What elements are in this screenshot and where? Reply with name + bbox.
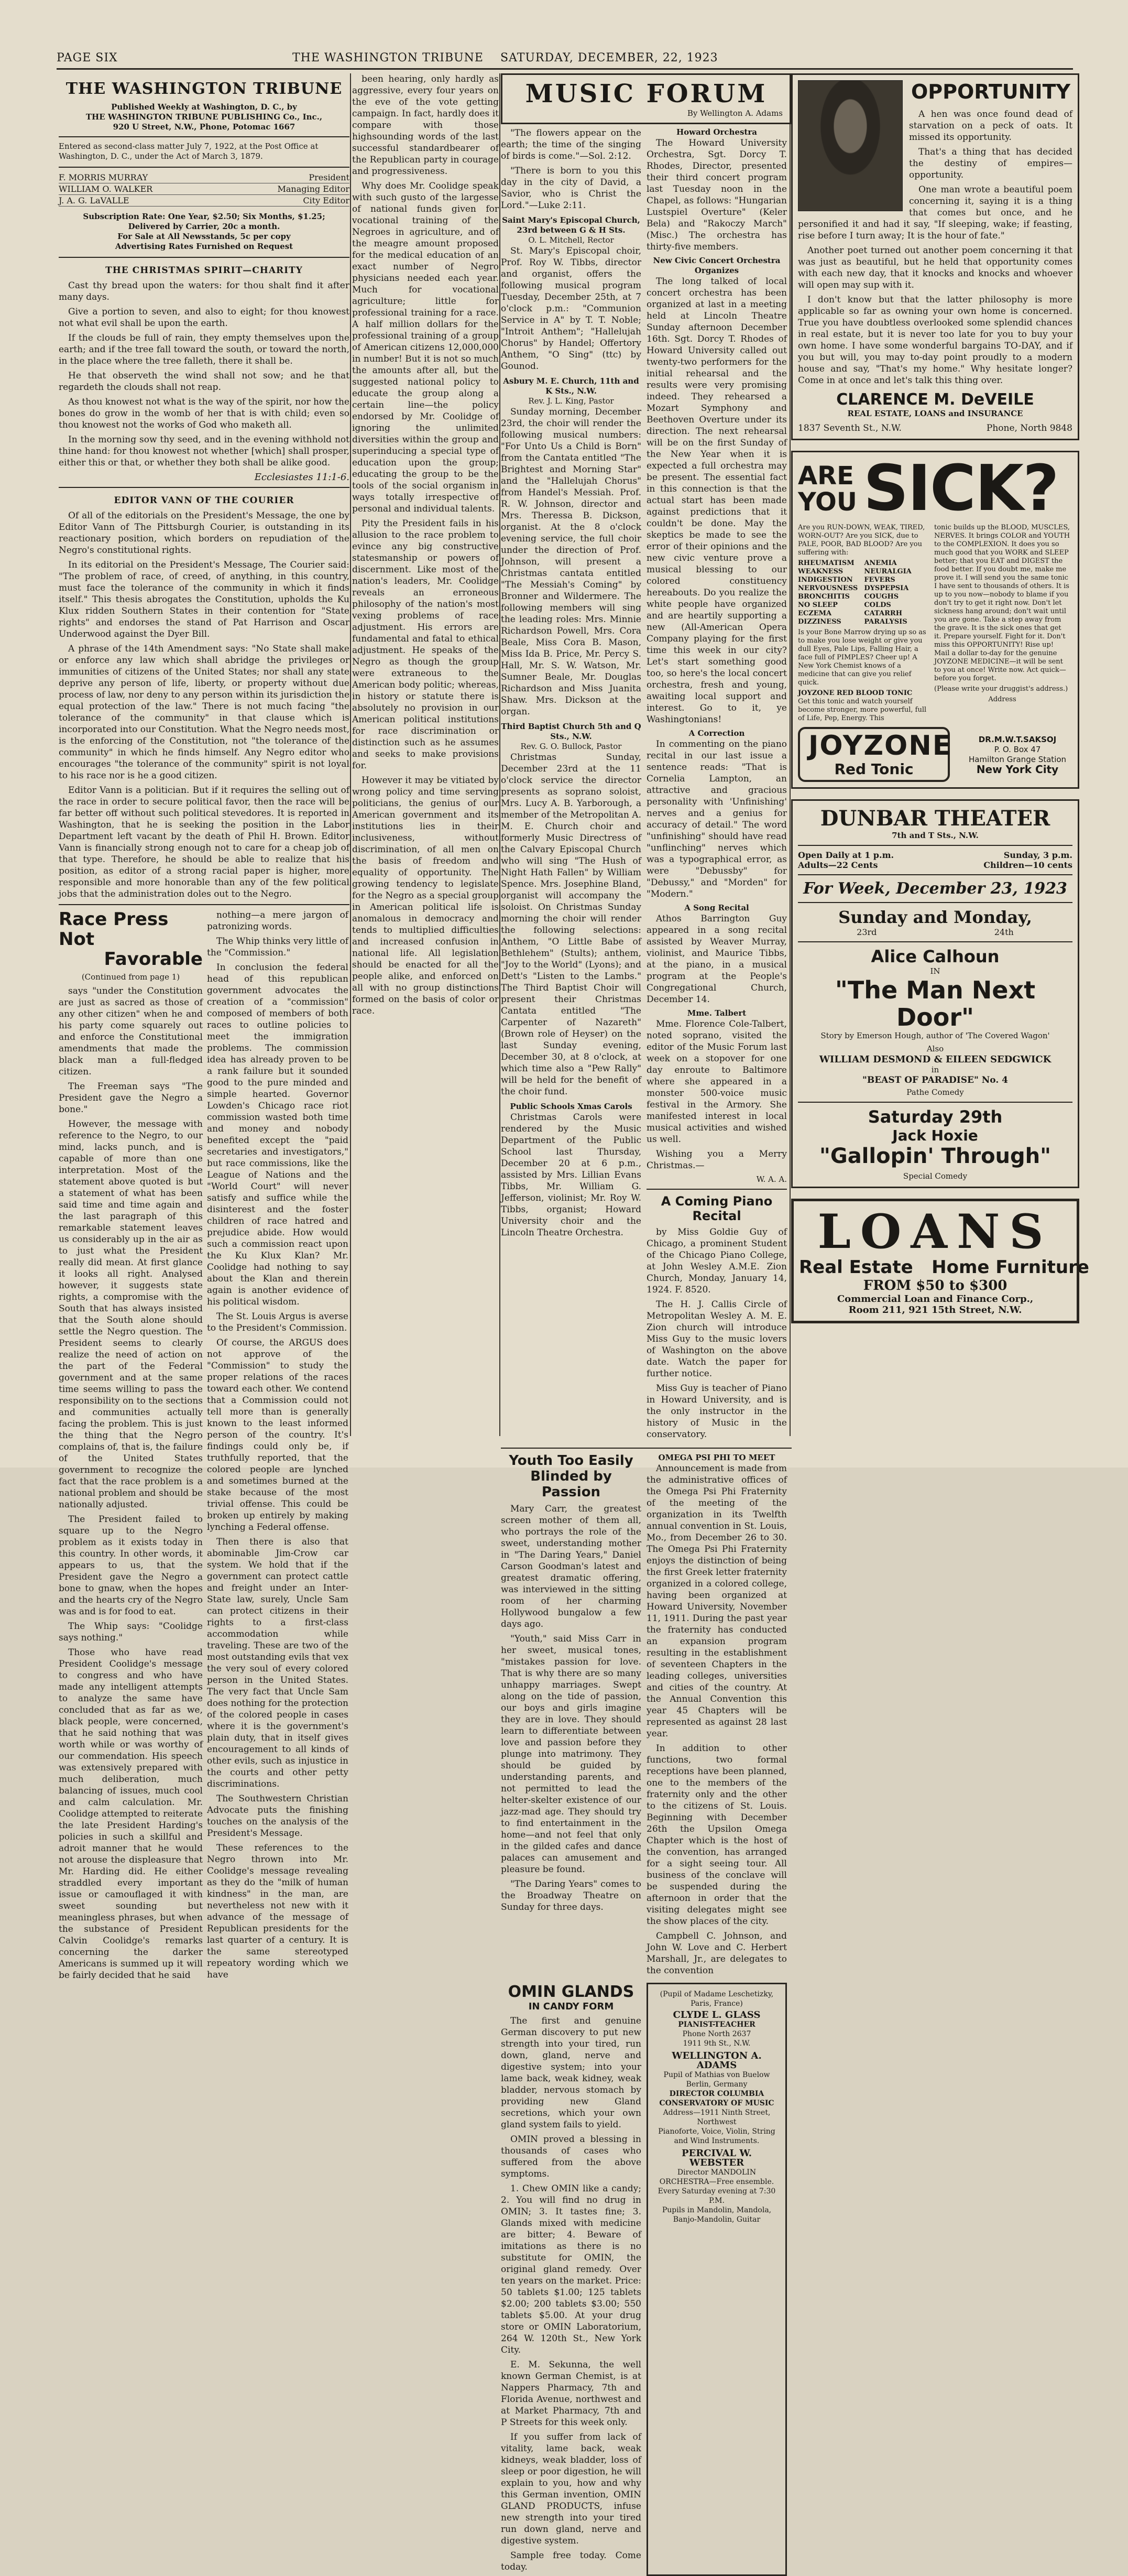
ad-line: Pupils in Mandolin, Mandola, Banjo-Mandolin, Guitar <box>662 2206 772 2224</box>
paragraph: Sample free today. Come today. <box>501 2550 641 2572</box>
star-name: Alice Calhoun <box>871 947 1000 966</box>
paragraph: The Southwestern Christian Advocate puts the finishing touches on the analysis of the President's Message. <box>207 1794 348 1839</box>
paragraph: E. M. Sekunna, the well known German Chemist, is at Nappers Pharmacy, 7th and Florida Avenue, northwest and at Market Pharmacy, 7th and P Streets for this week only. <box>501 2360 641 2428</box>
paragraph: Then there is also that abominable Jim-Crow car system. We hold that if the government can protect cattle and freight under an Inter-State law, surely, Uncle Sam can protect citizens in their rights to a first-class accommodation while traveling. These are two of the most outstanding evils that vex the very soul of every colored person in the United States. The very fact that Uncle Sam does nothing for the protection of the colored people in cases where it is the government's plain duty, that in itself gives encouragement to all kinds of other evils, such as injustice in the courts and other petty discriminations. <box>207 1537 348 1789</box>
sick-headline <box>798 452 1072 525</box>
omin-ad <box>501 1983 641 2576</box>
divider <box>59 257 349 258</box>
headline-you: YOU <box>798 487 857 517</box>
paragraph: A hen was once found dead of starvation on a peck of oats. It missed its opportunity. <box>909 109 1072 143</box>
divider <box>798 845 1072 846</box>
teachers-ad <box>647 1983 787 2576</box>
section-heading: Asbury M. E. Church, 11th and K Sts., N.W. <box>503 376 639 396</box>
ad-line: 1911 9th St., N.W. <box>683 2039 751 2048</box>
loans-title: LOANS <box>817 1204 1053 1259</box>
ad-line: Phone North 2637 <box>682 2030 751 2038</box>
ad-line: Pupil of Mathias von Buelow Berlin, Germany <box>663 2071 770 2089</box>
youth-heading: Youth Too Easily Blinded by Passion <box>509 1453 633 1500</box>
paragraph: Cast thy bread upon the waters: for thou shalt find it after many days. <box>59 280 349 302</box>
byline: By Wellington A. Adams <box>687 108 783 118</box>
divider <box>59 167 349 168</box>
paragraph: Editor Vann is a politician. But if it requires the selling out of the race in order to secure political favor, then the race will be far better off without such political stevedores. It is reported in Washington, that he is seeking the position in the Labor Department left vacant by the death of Phil H. Brown. Editor Vann is financially strong enough not to care for a cheap job of that type. Therefore, he should be able to realize that his position, as editor of a strong racial paper is higher, more responsible and more honorable than any of the few political jobs that the administration doles out to the Negro. <box>59 785 349 899</box>
paragraph: However it may be vitiated by wrong policy and time serving politicians, the genius of our American government and its institutions lies in their inclusiveness, without discrimination, of all men on the basis of freedom and equality of opportunity. The growing tendency to legislate for the Negro as a special group in American political life is anomalous in democracy and tends to multiplied difficulties and increased confusion in national life. All legislation should be enacted for all the people alike, and enforced on all with no group distinctions formed on the basis of color or race. <box>352 775 499 1016</box>
staff-row: F. MORRIS MURRAY President <box>59 172 349 182</box>
logo-text: JOYZONE <box>808 730 952 762</box>
paragraph: These references to the Negro thrown into Mr. Coolidge's message revealing as they do the "milk of human kindness" in the man, are nevertheless not new with it advance of the message of Republican presidents for the last quarter of a century. It is the same stereotyped repeatory wording which we have <box>207 1843 348 1980</box>
column-two <box>352 73 499 1436</box>
logo-sub: Red Tonic <box>834 760 914 778</box>
column-music <box>501 73 792 2572</box>
paragraph: 1. Chew OMIN like a candy; 2. You will find no drug in OMIN; 3. It tastes fine; 3. Glands mixed with medicine are bitter; 4. Beware of imitations as there is no substitute for OMIN, the original gland remedy. Over ten years on the market. Price: 50 tablets $1.00; 125 tablets $2.00; 200 tablets $3.00; 550 tablets $5.00. At your drug store or OMIN Laboratorium, 264 W. 120th St., New York City. <box>501 2183 641 2355</box>
film-title-2: "Gallopin' Through" <box>819 1144 1051 1168</box>
staff-row: WILLIAM O. WALKER Managing Editor <box>59 184 349 194</box>
paragraph: The long talked of local concert orchestra has been organized at last in a meeting held at Lincoln Theatre Sunday afternoon December 16th. Sgt. Dorcy T. Rhodes of Howard University called out twenty-two performers for the initial rehearsal and the results were very promising indeed. They rehearsed a Mozart Symphony and Beethoven Overture under its direction. The next rehearsal will be on the first Sunday of the New Year when it is expected a full orchestra may be present. The essential fact in this connection is that the actual start has been made against predictions that it couldn't be done. May the skeptics be made to see the error of their opinions and the new civic venture prove a musical blessing to our colored constituency hereabouts. Do you realize the white people have organized and are heartily supporting a new (All-American Opera Company playing for the first time this week in our city? Let's start something good too, so here's the local concert orchestra, fresh and young, awaiting local support and interest. Go to it, ye Washingtonians! <box>647 276 787 725</box>
paragraph: OMIN proved a blessing in thousands of cases who suffered from the above symptoms. <box>501 2134 641 2179</box>
theater-name: DUNBAR THEATER <box>820 806 1050 831</box>
paragraph: The first and genuine German discovery to put new strength into your tired, run down, gland, nerve and digestive system; into your lame back, weak kidney, weak bladder, nervous stomach by providing new Gland secretions, which your own gland system fails to yield. <box>501 2016 641 2130</box>
omega-article <box>647 1453 787 1980</box>
paragraph: Christmas Sunday, December 23rd at the 11 o'clock service the director presents as soprano soloist, Mrs. Lucy A. B. Yarborough, a member of the Metropolitan A. M. E. Church choir and formerly Music Directress of the Calvary Episcopal Church who will sing "The Hush of Night Hath Fallen" by William Spence. Mrs. Josephine Bland, organist will accompany the soloist. On Christmas Sunday morning the choir will render the following selections: Anthem, "O Little Babe of Bethlehem" (Stults); anthem, "Joy to the World" (Lyons); and Dett's "Listen to the Lambs." The Third Baptist Choir will present their Christmas Cantata entitled "The Carpenter of Nazareth" (Brown role of Heyser) on the last Sunday evening, December 30, at 8 o'clock, at which time also a "Pew Rally" will be held for the benefit of the choir fund. <box>501 752 641 1097</box>
signoff: W. A. A. <box>756 1175 787 1184</box>
music-forum-banner <box>501 73 792 124</box>
dealer-phone: Phone, North 9848 <box>986 423 1072 433</box>
divider <box>647 1189 787 1190</box>
paragraph: Announcement is made from the administrative offices of the Omega Psi Phi Fraternity of the meeting of the organization in its Twelfth annual convention in St. Louis, Mo., from December 26 to 30. The Omega Psi Phi Fraternity enjoys the distinction of being the first Greek letter fraternity organized in a colored college, having been organized at Howard University, November 11, 1911. During the past year the fraternity has conducted an expansion program resulting in the establishment of seventeen Chapters in the leading colleges, universities and cities of the country. At the Annual Convention this year 45 Chapters will be represented as against 28 last year. <box>647 1463 787 1739</box>
paragraph: Christmas Carols were rendered by the Music Department of the Public School last Thursday, December 20 at 6 p.m., assisted by Mrs. Lillian Evans Tibbs, Mr. William G. Jefferson, violinist; Mr. Roy W. Tibbs, organist; Howard University choir and the Lincoln Theatre Orchestra. <box>501 1112 641 1238</box>
joyzone-left <box>798 524 929 723</box>
loans-ad: LOANS Real Estate Home Furniture FROM $50 to $300 Commercial Loan and Finance Corp., Room 211, 921 15th Street, N.W. <box>791 1199 1079 1323</box>
paragraph: In addition to other functions, two formal receptions have been planned, one to the members of the fraternity only and the other to the citizens of St. Louis. Beginning with December 26th the Upsilon Omega Chapter which is the host of the convention, has arranged for a sight seeing tour. All business of the conclave will be suspended during the afternoon in order that the visiting delegates might see the show places of the city. <box>647 1743 787 1927</box>
section-heading: Mme. Talbert <box>687 1008 747 1018</box>
section-sub: Rev. G. O. Bullock, Pastor <box>520 742 622 751</box>
christmas-heading: THE CHRISTMAS SPIRIT—CHARITY <box>105 265 303 276</box>
divider <box>798 941 1072 942</box>
week-banner: For Week, December 23, 1923 <box>803 879 1067 898</box>
dealer-business: REAL ESTATE, LOANS and INSURANCE <box>847 409 1023 418</box>
paragraph: That's a thing that has decided the destiny of empires—opportunity. <box>909 147 1072 180</box>
divider <box>798 1102 1072 1103</box>
paragraph: "The Daring Years" comes to the Broadway Theatre on Sunday for three days. <box>501 1879 641 1912</box>
section-heading: Third Baptist Church 5th and Q Sts., N.W. <box>501 722 641 741</box>
page-number: PAGE SIX <box>57 51 118 64</box>
vann-heading: EDITOR VANN OF THE COURIER <box>114 495 294 506</box>
paragraph: As thou knowest not what is the way of the spirit, nor how the bones do grow in the womb of her that is with child; even so thou knowest not the works of God who maketh all. <box>59 397 349 430</box>
paragraph: "Youth," said Miss Carr in her sweet, musical tones, "mistakes passion for love. That is why there are so many unhappy marriages. Swept along on the tide of passion, our boys and girls imagine they are in love. They should learn to differentiate between love and passion before they plunge into matrimony. They should be guided by understanding parents, and not permitted to lead the helter-skelter existence of our jazz-mad age. They should try to find entertainment in the home—and not feel that only in the gilded cafes and dance palaces can amusement and pleasure be found. <box>501 1634 641 1875</box>
paragraph: In conclusion the federal head of this republican government advocates the creation of a "commission" composed of members of both races to outline policies to meet the immigration problems. The commission idea has already proven to be a rank failure but it sounded good to the pure minded and simple hearted. Governor Lowden's Chicago race riot commission wasted both time and money and nobody benefited except the "paid secretaries and investigators," but race commissions, like the League of Nations and the "World Court" will never satisfy and suffice while the disinterest and the foster children of race hatred and prejudice abide. How would such a commission react upon the Ku Klux Klan? Mr. Coolidge had nothing to say about the Klan and therein again is another evidence of his political wisdom. <box>207 962 348 1307</box>
masthead-line: Published Weekly at Washington, D. C., by <box>111 102 297 112</box>
paragraph: In commenting on the piano recital in our last issue a sentence reads: "That is Cornelia Lampton, an attractive and gracious personality with 'Unfinishing' nerves and a genius for accuracy of detail." The word "unfinishing" should have read "unflinching" nerves which was a typographical error, as were "Debussby" for "Debussy," and "Morden" for "Modern." <box>647 739 787 899</box>
show-days: Sunday and Monday, <box>838 907 1032 927</box>
dunbar-ad: DUNBAR THEATER 7th and T Sts., N.W. Open Daily at 1 p.m. Adults—22 Cents Sunday, 3 p.m. Children—10 cents For Week, December 23, 1923 Sunday and Monday, 23rd 24th Alice Calhoun IN "The Man Next Door" Story by Emerson Hough, author of 'The Covered Wagon' Also WILLIAM DESMOND & EILEEN SEDGWICK in "BEAST OF PARADISE" No. 4 Pathe Comedy Saturday 29th Jack Hoxie "Gallopin' Through" Special Comedy <box>791 799 1079 1188</box>
staff-row: J. A. G. LaVALLE City Editor <box>59 195 349 205</box>
ailment-list: RHEUMATISM WEAKNESS INDIGESTION NERVOUSNESS BRONCHITIS NO SLEEP ECZEMA DIZZINESS ANEMIA NEURALGIA FEVERS DYSPEPSIA COUGHS COLDS CATARRH PARALYSIS <box>798 559 912 626</box>
delivery-rate: Delivered by Carrier, 20c a month. <box>128 222 280 231</box>
paragraph: Athos Barrington Guy appeared in a song recital assisted by Weaver Murray, violinist, and Maurice Tibbs, at the piano, in a musical program at the People's Congregational Church, December 14. <box>647 914 787 1005</box>
race-press-heading: Race Press Not <box>59 909 169 950</box>
entered-notice: Entered as second-class matter July 7, 1922, at the Post Office at Washington, D. C., under the Act of March 3, 1879. <box>59 142 319 161</box>
paragraph: He that observeth the wind shall not sow; and he that regardeth the clouds shall not reap. <box>59 371 349 393</box>
teacher-name: WELLINGTON A. ADAMS <box>672 2050 762 2071</box>
advertising-rates: Advertising Rates Furnished on Request <box>115 242 293 251</box>
divider <box>59 487 349 488</box>
music-right-column <box>647 127 787 1443</box>
paragraph: If you suffer from lack of vitality, lame back, weak kidneys, weak bladder, loss of sleep or poor digestion, he will explain to you, how and why this German invention, OMIN GLAND PRODUCTS, infuse new strength into your tired run down gland, nerve and digestive system. <box>501 2432 641 2546</box>
omega-heading: OMEGA PSI PHI TO MEET <box>658 1453 775 1462</box>
ad-line: Every Saturday evening at 7:30 P.M. <box>658 2187 776 2205</box>
divider <box>501 1448 792 1449</box>
headline-sick: SICK? <box>863 452 1058 525</box>
ad-brand: JOYZONE RED BLOOD TONIC <box>798 689 913 697</box>
omin-sub: IN CANDY FORM <box>528 2001 614 2012</box>
paragraph: I don't know but that the latter philosophy is more applicable so far as owning your own home is concerned. True you have doubtless overlooked some splendid chances in real estate, but it is never too late for you to buy your own home. I have some wonderful bargains TO-DAY, and if you but will, you may to-day point proudly to a modern house and say, "That's my home." Why hesitate longer? Come in at once and let's talk this thing over. <box>798 295 1072 386</box>
paragraph: Those who have read President Coolidge's message to congress and who have made any intelligent attempts to analyze the same have concluded that as far as we, black people, were concerned, that he said nothing that was worth while or was worthy of our commendation. His speech was extensively prepared with much deliberation, much balancing of issues, much cool and calm calculation. Mr. Coolidge attempted to reiterate the late President Harding's policies in such a skillful and adroit manner that he would not arouse the displeasure that Mr. Harding did. He either straddled every important issue or camouflaged it with sweet sounding but meaningless phrases, but when the substance of President Calvin Coolidge's remarks concerning the darker Americans is summed up it will be fairly decided that he said <box>59 1647 203 1981</box>
section-sub: O. L. Mitchell, Rector <box>528 235 614 245</box>
subscription-rate: Subscription Rate: One Year, $2.50; Six Months, $1.25; <box>83 212 325 221</box>
race-press-article <box>59 909 203 1984</box>
music-forum-title: MUSIC FORUM <box>525 79 768 108</box>
paragraph: Of course, the ARGUS does not approve of the "Commission" to study the proper relations of the races toward each other. We contend that a Commission could not tell more than is generally known to the least informed person of the country. It's findings could only be, if truthfully reported, that the colored people are lynched and sometimes burned at the stake because of the most trivial offense. This could be broken up entirely by making lynching a Federal offense. <box>207 1338 348 1532</box>
ad-line: PIANIST-TEACHER <box>678 2020 755 2029</box>
opportunity-ad <box>791 73 1079 440</box>
ad-line: Director MANDOLIN ORCHESTRA—Free ensemble. <box>659 2168 774 2186</box>
column-rule <box>499 73 500 1436</box>
paragraph: been hearing, only hardly as aggressive, every four years on the eve of the vote getting campaign. In fact, hardly does it compare with those highsounding words of the last successful standardbearer of the Republican party in courage and progressiveness. <box>352 74 499 177</box>
section-sub: Rev. J. L. King, Pastor <box>528 396 614 406</box>
joyzone-ad <box>791 451 1079 789</box>
header-rule <box>57 68 1073 70</box>
paragraph: Mary Carr, the greatest screen mother of them all, who portrays the role of the sweet, understanding mother in "The Daring Years," Daniel Carson Goodman's latest and greatest dramatic offering, was interviewed in the sitting room of her charming Hollywood bungalow a few days ago. <box>501 1504 641 1629</box>
divider <box>798 874 1072 875</box>
theater-address: 7th and T Sts., N.W. <box>892 831 979 840</box>
paragraph: The Freeman says "The President gave the Negro a bone." <box>59 1081 203 1115</box>
ad-text: (Please write your druggist's address.) <box>934 685 1068 693</box>
omin-heading: OMIN GLANDS <box>508 1983 634 2001</box>
teacher-name: CLYDE L. GLASS <box>673 2009 761 2020</box>
masthead-line: 920 U Street, N.W., Phone, Potomac 1667 <box>113 122 295 132</box>
paragraph: If the clouds be full of rain, they empty themselves upon the earth; and if the tree fall toward the south, or toward the north, in the place where the tree falleth, there it shall be. <box>59 333 349 366</box>
paragraph: Another poet turned out another poem concerning it that was just as beautiful, but he held that opportunity comes with each new day, that it knocks and knocks and whoever will open may sup with it. <box>798 245 1072 290</box>
staff-list <box>59 172 349 206</box>
headline-are: ARE <box>798 461 854 491</box>
masthead-line: THE WASHINGTON TRIBUNE PUBLISHING Co., Inc., <box>85 112 323 122</box>
opportunity-title: OPPORTUNITY <box>911 80 1071 103</box>
column-ads <box>791 73 1089 1436</box>
ad-text: Are you RUN-DOWN, WEAK, TIRED, WORN-OUT? Are you SICK, due to PALE, POOR, BAD BLOOD? Are you suffering with: <box>798 524 925 557</box>
joyzone-logo <box>798 727 950 782</box>
ad-text: Is your Bone Marrow drying up so as to make you lose weight or give you dull Eyes, Pale Lips, Falling Hair, a face full of PIMPLES? Cheer up! A New York Chemist knows of a medicine that can give you relief quick. <box>798 628 926 687</box>
piano-recital-heading: A Coming Piano Recital <box>661 1194 773 1223</box>
ad-text: Address <box>988 695 1016 703</box>
music-left-column <box>501 127 641 1443</box>
paragraph: The Whip says: "Coolidge says nothing." <box>59 1621 203 1643</box>
paragraph: The St. Louis Argus is averse to the President's Commission. <box>207 1311 348 1333</box>
ad-line: Address—1911 Ninth Street, Northwest <box>663 2108 771 2126</box>
paragraph: says "under the Constitution are just as sacred as those of any other citizen" when he and his party come squarely out and enforce the Constitutional amendments that made the black man a full-fledged citizen. <box>59 986 203 1077</box>
section-heading: Saint Mary's Episcopal Church, 23rd between G & H Sts. <box>502 215 640 235</box>
divider <box>59 136 349 137</box>
divider <box>59 904 349 905</box>
paragraph: "There is born to you this day in the city of David, a Savior, who is Christ the Lord."—Luke 2:11. <box>501 166 641 211</box>
film-title: "The Man Next Door" <box>835 976 1036 1031</box>
paragraph: Miss Guy is teacher of Piano in Howard University, and is the only instructor in the history of Music in the conservatory. <box>647 1383 787 1440</box>
masthead-title: THE WASHINGTON TRIBUNE <box>65 80 343 98</box>
paragraph: Why does Mr. Coolidge speak with such gusto of the largesse of national funds given for vocational training of the Negroes in agriculture, and of the meagre amount proposed for the medical education of an exact number of Negro physicians needed each year. Much for vocational agriculture; little for professional training for a race. A half million dollars for the professional training of a group of American citizens 12,000,000 in number! But it is not so much the amounts after all, but the suggested national policy to educate the group along a certain line—the policy endorsed by Mr. Coolidge of ignoring the unlimited diversities within the group and superinducing a special type of education upon the group; educating the group to be the tools of the social organism in ways totally irrespective of personal and individual talents. <box>352 181 499 514</box>
paragraph: The H. J. Callis Circle of Metropolitan Wesley A. M. E. Zion church will introduce Miss Guy to the music lovers of Washington on the above date. Watch the paper for further notice. <box>647 1299 787 1379</box>
paragraph: Give a portion to seven, and also to eight; for thou knowest not what evil shall be upon the earth. <box>59 307 349 329</box>
paragraph: The Whip thinks very little of the "Commission." <box>207 936 348 958</box>
ad-line: DIRECTOR COLUMBIA CONSERVATORY OF MUSIC <box>659 2090 774 2107</box>
citation: Ecclesiastes 11:1-6. <box>254 472 349 483</box>
paragraph: nothing—a mere jargon of patronizing words. <box>207 910 348 932</box>
paragraph: Of all of the editorials on the President's Message, the one by Editor Vann of The Pittsburgh Courier, is outstanding in its reactionary position, which borders on repudiation of the Negro's constitutional rights. <box>59 510 349 556</box>
ad-text: tonic builds up the BLOOD, MUSCLES, NERVES. It brings COLOR and YOUTH to the COMPLEXION. It does you so much good that you WORK and SLEEP better; that you EAT and DIGEST the food better. If you doubt me, make me prove it. I will send you the same tonic I have sent to thousands of others. It is up to you now—nobody to blame if you don't try to get it right now. Don't let sickness hang around; don't wait until you are gone. Take a step away from the grave. It is the sick ones that get it. Prepare yourself. Fight for it. Don't miss this OPPORTUNITY! Rise up! Mail a dollar to-day for the genuine JOYZONE MEDICINE—it will be sent to you at once! Write now. Act quick—before you forget. <box>934 524 1070 682</box>
section-heading: Howard Orchestra <box>676 127 757 137</box>
paper-dateline: THE WASHINGTON TRIBUNE SATURDAY, DECEMBER, 22, 1923 <box>292 51 718 64</box>
ad-text: Get this tonic and watch yourself become stronger, more powerful, full of Life, Pep, Energy. This <box>798 698 927 722</box>
paragraph: by Miss Goldie Guy of Chicago, a prominent Student of the Chicago Piano College, at John Wesley A.M.E. Zion Church, Monday, January 14, 1924. F. 8520. <box>647 1227 787 1295</box>
dealer-name: CLARENCE M. DeVEILE <box>836 390 1034 409</box>
paragraph: However, the message with reference to the Negro, to our mind, lacks punch, and is capable of more than one interpretation. Most of the statement above quoted is but a statement of what has been said time and time again and the last paragraph of this remarkable statement leaves us considerably up in the air as to just what the President really did mean. At first glance it looks all right. Analysed however, it suggests state rights, a compromise with the South that has always insisted that the South alone should settle the Negro question. The President seems to clearly realize the need of action on the part of the Federal government and at the same time seems willing to pass the responsibility on to the sections and communities actually facing the problem. This is just the thing that the Negro complains of, that is, the failure of the United States government to recognize the fact that the race problem is a national problem and should be nationally adjusted. <box>59 1119 203 1510</box>
paragraph: Pity the President fails in his allusion to the race problem to evince any big constructive statesmanship or powers of discernment. Like most of the nation's leaders, Mr. Coolidge reveals an erroneous philosophy of the nation's most vexing problems of race adjustment. His errors are fundamental and fatal to ethical adjustment. He speaks of the Negro as though the group were extraneous to the American body politic; whereas, in history or statute there is absolutely no provision in our American political institutions for race discrimination or distinction such as he assumes and seeks to make provisions for. <box>352 518 499 771</box>
closing: Wishing you a Merry Christmas.— <box>647 1149 787 1171</box>
divider <box>798 902 1072 903</box>
paragraph: Campbell C. Johnson, and John W. Love and C. Herbert Marshall, Jr., are delegates to the convention <box>647 1931 787 1976</box>
paragraph: Sunday morning, December 23rd, the choir will render the following musical numbers: "For Unto Us a Child is Born" from the Cantata entitled "The Brightest and Morning Star" and the "Hallelujah Chorus" from Handel's Messiah. Prof. R. W. Johnson, director and Mrs. Theressa B. Dickson, organist. At the 8 o'clock evening service, the full choir under the direction of Prof. Johnson, will present a Christmas cantata entitled "The Messiah's Coming" by Bronner and Wildermere. The following members will sing the leading roles: Mrs. Minnie Richardson Powell, Mrs. Cora Beale, Miss Cora B. Mason, Miss Ida B. Price, Mr. Percy S. Hall, Mr. S. W. Watson, Mr. Sumner Beale, Mr. Douglas Richardson and Miss Juanita Shaw. Mrs. Dickson at the organ. <box>501 407 641 717</box>
paragraph: A phrase of the 14th Amendment says: "No State shall make or enforce any law which shall abridge the privileges or immunities of citizens of the United States; nor shall any state deprive any person of life, liberty, or property without due process of law, nor deny to any person within its jurisdiction the equal protection of the law." There is not much facing "the tolerance of the community" in that clause which is incorporated into our Constitution. What the Negro needs most, is the enforcing of the Constitution, not "the tolerance of the community" in which he finds himself. Any Negro editor who encourages "the tolerance of the community" spirit is not loyal to his race nor is he a good citizen. <box>59 644 349 781</box>
ad-line: (Pupil of Madame Leschetizky, Paris, France) <box>660 1990 774 2008</box>
paragraph: In its editorial on the President's Message, The Courier said: "The problem of race, of creed, of anything, in this country, must face the tolerance of the community in which it finds itself." This thesis abrogates the Constitution, upholds the Ku Klux ridden Southern States in their contention for "State rights" and endorses the stand of Pat Harrison and Oscar Underwood against the Dyer Bill. <box>59 560 349 639</box>
paragraph: St. Mary's Episcopal choir, Prof. Roy W. Tibbs, director and organist, offers the following musical program Tuesday, December 25th, at 7 o'clock p.m.: "Communion Service in A" by T. T. Noble; "Introit Anthem"; "Hallelujah Chorus" by Handel; Offertory Anthem, "O Sing" (ttc) by Gounod. <box>501 246 641 372</box>
race-press-heading-2: Favorable <box>104 949 203 970</box>
paragraph: In the morning sow thy seed, and in the evening withhold not thine hand: for thou knowest not whether [which] shall prosper, either this or that, or whether they both shall be alike good. <box>59 434 349 468</box>
paragraph: "The flowers appear on the earth; the time of the singing of birds is come."—Sol. 2:12. <box>501 128 641 161</box>
paragraph: The President failed to square up to the Negro problem as it exists today in this country. In other words, it appears to us, that the President gave the Negro a bone to gnaw, when the hopes and the hearts cry of the Negro was and is for food to eat. <box>59 1514 203 1617</box>
teacher-name: PERCIVAL W. WEBSTER <box>681 2148 752 2168</box>
section-heading: Public Schools Xmas Carols <box>510 1102 632 1111</box>
portrait-photo <box>798 80 903 211</box>
dealer-address: 1837 Seventh St., N.W. <box>798 423 902 433</box>
paragraph: One man wrote a beautiful poem concerning it, saying it is a thing that comes but once, and he personified it and had it say, "If sleeping, wake; if feasting, rise before I turn away; It is the hour of fate." <box>798 184 1072 241</box>
joyzone-right <box>934 524 1070 723</box>
paragraph: The Howard University Orchestra, Sgt. Dorcy T. Rhodes, Director, presented their third concert program last Tuesday noon in the Chapel, as follows: "Hungarian Lustspiel Overture" (Keler Bela) and "Rakoczy March" (Misc.) The orchestra has thirty-five members. <box>647 138 787 252</box>
column-rule <box>350 73 351 1436</box>
race-press-continued <box>207 909 348 1984</box>
continued-note: (Continued from page 1) <box>81 972 180 982</box>
section-heading: A Correction <box>688 729 745 738</box>
ad-line: Pianoforte, Voice, Violin, String and Wind Instruments. <box>658 2127 775 2145</box>
joyzone-address: DR.M.W.T.SAKSOJ P. O. Box 47 Hamilton Grange Station New York City <box>968 734 1067 776</box>
section-heading: A Song Recital <box>684 903 749 912</box>
column-editorial <box>59 73 349 1981</box>
dealer-contact <box>798 423 1072 433</box>
youth-article <box>501 1453 641 1980</box>
paragraph: Mme. Florence Cole-Talbert, noted soprano, visited the editor of the Music Forum last week on a stopover for one day enroute to Baltimore where she appeared in a monster 500-voice music festival in the Armory. She manifested interest in local musical activities and wished us well. <box>647 1019 787 1145</box>
section-heading: New Civic Concert Orchestra Organizes <box>653 256 781 275</box>
newsstand-price: For Sale at All Newsstands, 5c per copy <box>117 232 291 241</box>
